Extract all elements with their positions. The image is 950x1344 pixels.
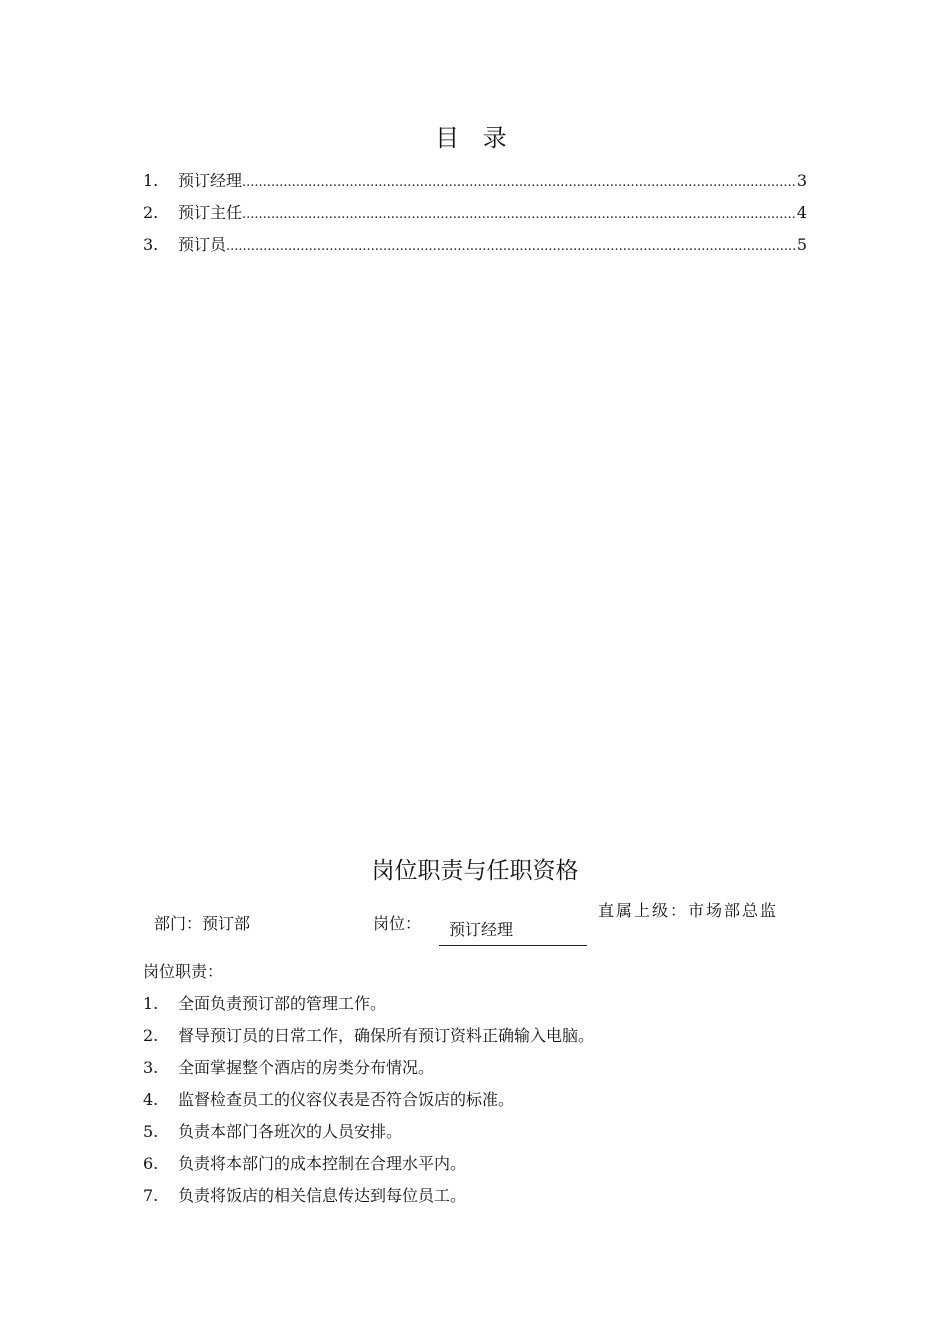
toc-entry-number: 3.	[143, 235, 159, 254]
toc-entry-page: 5	[796, 235, 807, 254]
duty-number: 1.	[143, 994, 159, 1013]
toc-entry-number: 1.	[143, 171, 159, 190]
position-value: 预订经理	[439, 915, 587, 946]
duty-text: 负责将饭店的相关信息传达到每位员工。	[178, 1186, 467, 1205]
duty-item	[143, 990, 807, 1022]
duty-number: 3.	[143, 1058, 159, 1077]
duty-item	[143, 1118, 807, 1150]
duty-number: 4.	[143, 1090, 159, 1109]
duties-list	[143, 958, 807, 1214]
toc-title: 目 录	[435, 124, 515, 152]
duty-text: 监督检查员工的仪容仪表是否符合饭店的标准。	[178, 1090, 515, 1109]
duty-number: 7.	[143, 1186, 159, 1205]
toc-list	[143, 168, 807, 264]
duty-number: 2.	[143, 1026, 159, 1045]
toc-dot-leader	[226, 239, 796, 254]
duty-text: 负责将本部门的成本控制在合理水平内。	[178, 1154, 467, 1173]
duty-item	[143, 1150, 807, 1182]
toc-entry-1[interactable]	[143, 168, 807, 200]
duty-text: 督导预订员的日常工作，确保所有预订资料正确输入电脑。	[178, 1026, 595, 1045]
department-field: 部门：预订部	[154, 914, 251, 933]
toc-entry-3[interactable]	[143, 232, 807, 264]
duty-text: 全面掌握整个酒店的房类分布情况。	[178, 1058, 435, 1077]
supervisor-field: 直属上级：市场部总监	[598, 901, 779, 920]
toc-dot-leader	[242, 207, 796, 222]
toc-entry-label: 预订经理	[178, 171, 243, 190]
toc-entry-page: 3	[796, 171, 807, 190]
duty-item	[143, 1182, 807, 1214]
duty-item	[143, 1086, 807, 1118]
duty-number: 5.	[143, 1122, 159, 1141]
toc-entry-number: 2.	[143, 203, 159, 222]
toc-entry-2[interactable]	[143, 200, 807, 232]
duty-number: 6.	[143, 1154, 159, 1173]
duty-item	[143, 1022, 807, 1054]
section-title: 岗位职责与任职资格	[371, 858, 579, 884]
duties-heading: 岗位职责：	[143, 962, 224, 981]
job-info-row	[0, 895, 950, 955]
position-label: 岗位：	[373, 914, 422, 933]
duty-text: 负责本部门各班次的人员安排。	[178, 1122, 403, 1141]
toc-entry-label: 预订员	[178, 235, 227, 254]
toc-entry-label: 预订主任	[178, 203, 243, 222]
toc-dot-leader	[242, 175, 796, 190]
duty-item	[143, 1054, 807, 1086]
duty-text: 全面负责预订部的管理工作。	[178, 994, 387, 1013]
toc-entry-page: 4	[796, 203, 807, 222]
